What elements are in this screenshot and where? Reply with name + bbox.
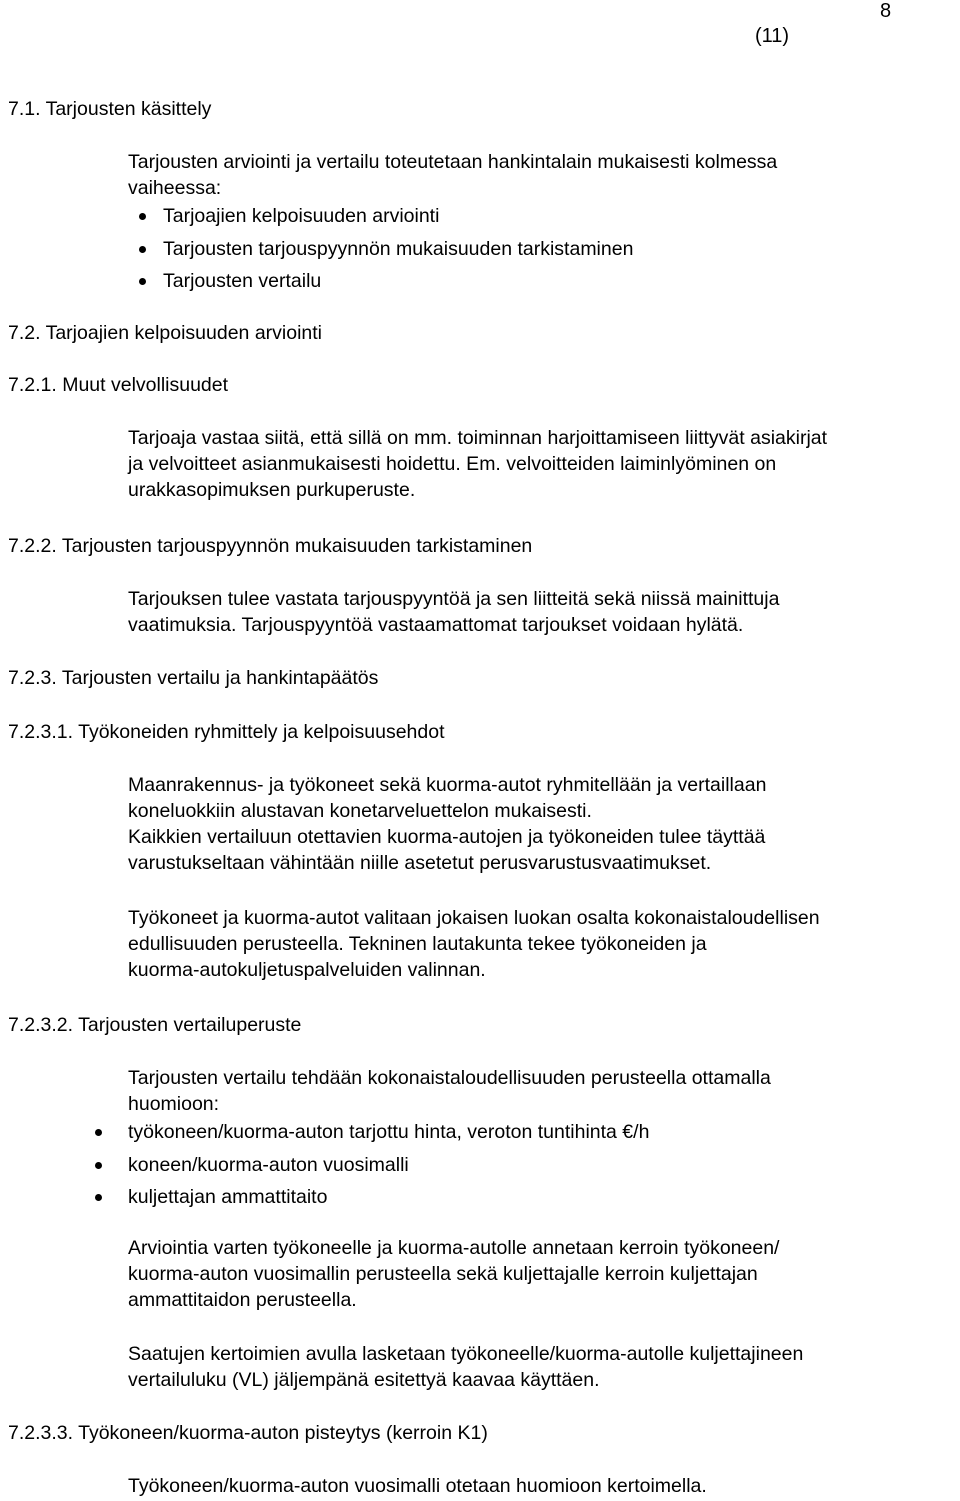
text-line: Työkoneet ja kuorma-autot valitaan jokaisen luokan osalta kokonaistaloudellisen	[128, 907, 820, 929]
list-item	[163, 236, 633, 262]
list-item-text: työkoneen/kuorma-auton tarjottu hinta, veroton tuntihinta €/h	[128, 1121, 650, 1143]
paragraph-7-2-3-2-b	[128, 1235, 779, 1313]
bullet-list-7-2-3-2	[128, 1119, 649, 1217]
list-item-text: koneen/kuorma-auton vuosimalli	[128, 1153, 409, 1176]
bullet-list-7-1	[163, 203, 633, 301]
paragraph-7-2-3-3	[128, 1473, 707, 1499]
section-heading-7-1: 7.1. Tarjousten käsittely	[8, 98, 212, 120]
section-heading-7-2-1: 7.2.1. Muut velvollisuudet	[8, 374, 229, 396]
text-line: Saatujen kertoimien avulla lasketaan työkoneelle/kuorma-autolle kuljettajineen	[128, 1343, 804, 1365]
section-heading-7-2-3-2: 7.2.3.2. Tarjousten vertailuperuste	[8, 1014, 302, 1036]
bullet-icon	[139, 213, 146, 220]
page-number: 8	[880, 0, 892, 22]
text-line: ja velvoitteet asianmukaisesti hoidettu. Em. velvoitteiden laiminlyöminen on	[128, 453, 777, 475]
bullet-icon	[139, 246, 146, 253]
list-item-text: Tarjousten tarjouspyynnön mukaisuuden tarkistaminen	[163, 237, 634, 260]
text-line: Työkoneen/kuorma-auton vuosimalli otetaan huomioon kertoimella.	[128, 1475, 707, 1497]
text-line: Arviointia varten työkoneelle ja kuorma-autolle annetaan kerroin työkoneen/	[128, 1237, 780, 1259]
paragraph-7-2-3-1-b	[128, 905, 820, 983]
section-heading-7-2-2: 7.2.2. Tarjousten tarjouspyynnön mukaisuuden tarkistaminen	[8, 535, 533, 557]
section-heading-7-2: 7.2. Tarjoajien kelpoisuuden arviointi	[8, 322, 323, 344]
paragraph-7-1-intro	[128, 149, 777, 201]
list-item-text: kuljettajan ammattitaito	[128, 1186, 328, 1208]
text-line: kuorma-autokuljetuspalveluiden valinnan.	[128, 959, 486, 981]
text-line: edullisuuden perusteella. Tekninen lautakunta tekee työkoneiden ja	[128, 933, 707, 955]
text-line: vaatimuksia. Tarjouspyyntöä vastaamattomat tarjoukset voidaan hylätä.	[128, 614, 744, 636]
text-line: vertailuluku (VL) jäljempänä esitettyä kaavaa käyttäen.	[128, 1369, 600, 1391]
list-item-text: Tarjoajien kelpoisuuden arviointi	[163, 205, 440, 227]
list-item	[163, 203, 633, 229]
text-line: Tarjoaja vastaa siitä, että sillä on mm. toiminnan harjoittamiseen liittyvät asiakirjat	[128, 427, 828, 449]
section-heading-7-2-3: 7.2.3. Tarjousten vertailu ja hankintapäätös	[8, 667, 379, 689]
text-line: kuorma-auton vuosimallin perusteella sekä kuljettajalle kerroin kuljettajan	[128, 1263, 758, 1285]
list-item	[163, 268, 633, 294]
section-heading-7-2-3-1: 7.2.3.1. Työkoneiden ryhmittely ja kelpoisuusehdot	[8, 721, 445, 743]
paragraph-7-2-3-1-a	[128, 772, 766, 876]
list-item	[128, 1152, 649, 1178]
text-line: Tarjousten arviointi ja vertailu toteutetaan hankintalain mukaisesti kolmessa	[128, 151, 778, 173]
text-line: Maanrakennus- ja työkoneet sekä kuorma-autot ryhmitellään ja vertaillaan	[128, 774, 767, 796]
text-line: ammattitaidon perusteella.	[128, 1289, 357, 1311]
page-count: (11)	[755, 25, 790, 47]
text-line: huomioon:	[128, 1093, 220, 1115]
list-item	[128, 1119, 649, 1145]
bullet-icon	[95, 1162, 102, 1169]
text-line: Tarjousten vertailu tehdään kokonaistaloudellisuuden perusteella ottamalla	[128, 1067, 771, 1089]
text-line: Kaikkien vertailuun otettavien kuorma-autojen ja työkoneiden tulee täyttää	[128, 826, 766, 848]
text-line: Tarjouksen tulee vastata tarjouspyyntöä ja sen liitteitä sekä niissä mainittuja	[128, 588, 780, 610]
text-line: varustukseltaan vähintään niille asetetut perusvarustusvaatimukset.	[128, 852, 712, 874]
text-line: urakkasopimuksen purkuperuste.	[128, 479, 416, 501]
text-line: vaiheessa:	[128, 177, 222, 199]
list-item-text: Tarjousten vertailu	[163, 270, 322, 292]
bullet-icon	[95, 1194, 102, 1201]
list-item	[128, 1184, 649, 1210]
bullet-icon	[95, 1129, 102, 1136]
section-heading-7-2-3-3: 7.2.3.3. Työkoneen/kuorma-auton pisteytys (kerroin K1)	[8, 1422, 488, 1444]
bullet-icon	[139, 278, 146, 285]
paragraph-7-2-3-2-intro	[128, 1065, 771, 1117]
paragraph-7-2-3-2-c	[128, 1341, 803, 1393]
text-line: koneluokkiin alustavan konetarveluettelon mukaisesti.	[128, 800, 592, 822]
paragraph-7-2-1	[128, 425, 827, 503]
paragraph-7-2-2	[128, 586, 779, 638]
